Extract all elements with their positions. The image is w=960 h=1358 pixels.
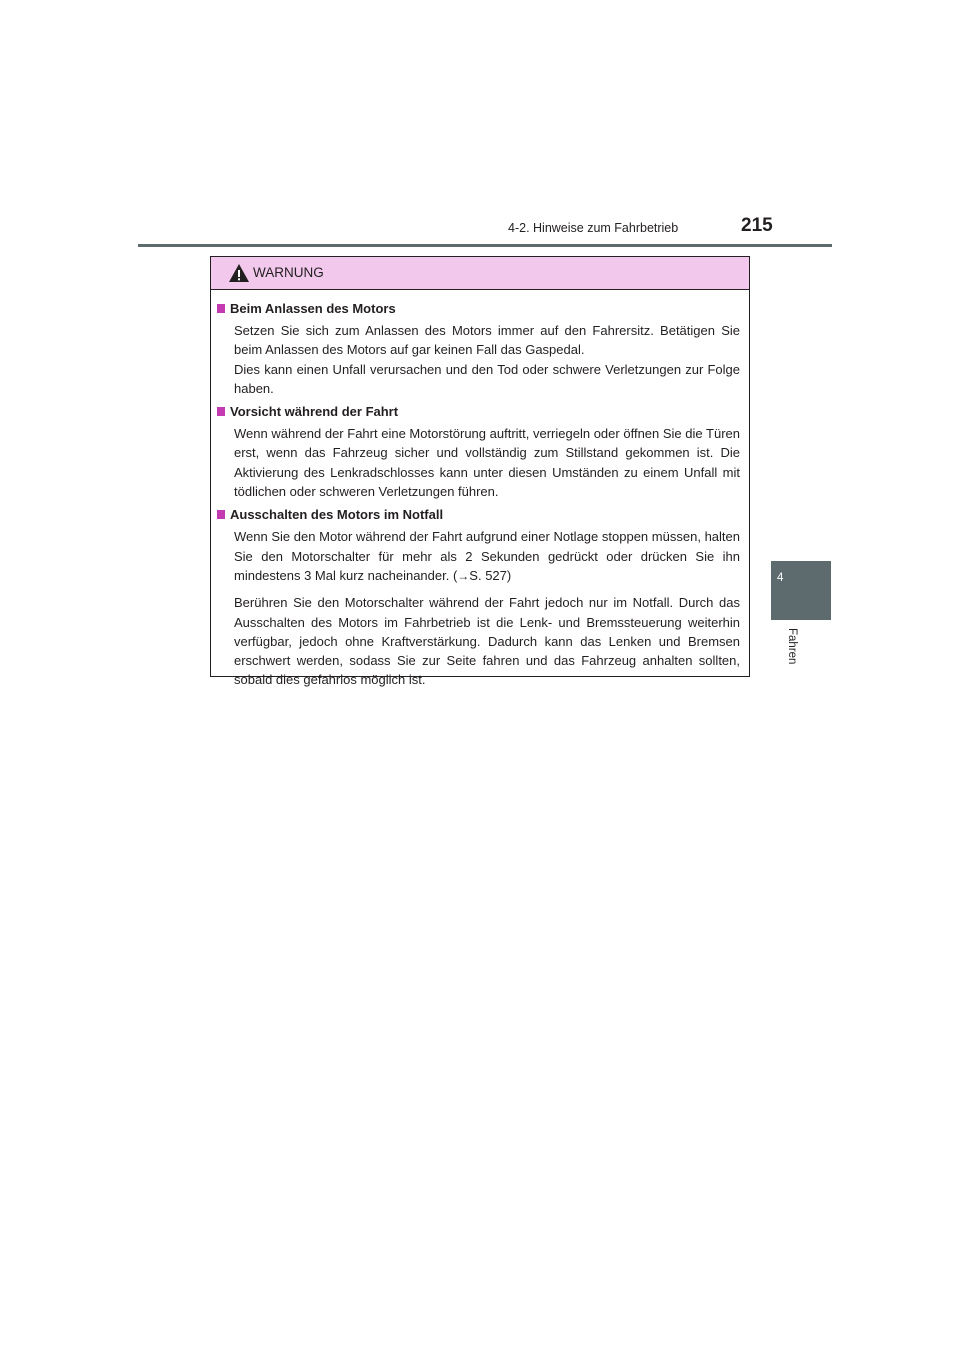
warning-body [211, 290, 749, 690]
chapter-tab [771, 561, 831, 620]
warning-triangle-icon [228, 263, 250, 283]
paragraph: Dies kann einen Unfall verursachen und den Tod oder schwere Verletzungen zur Folge haben. [234, 361, 740, 396]
chapter-number: 4 [777, 572, 784, 584]
square-bullet-icon [217, 304, 225, 313]
item-heading [217, 506, 740, 524]
item-heading-text: Vorsicht während der Fahrt [230, 404, 399, 420]
arrow-right-icon: → [457, 568, 470, 583]
header-rule [138, 244, 832, 247]
paragraph-text: Wenn Sie den Motor während der Fahrt aufgrund einer Notlage stoppen müssen, halten Sie den Motorschalter für mehr als 2 Sekunden gedrückt oder drücken Sie ihn mindestens 3 Mal kurz nacheinander. ( [234, 529, 740, 583]
item-heading-text: Ausschalten des Motors im Notfall [230, 507, 444, 523]
paragraph: Setzen Sie sich zum Anlassen des Motors immer auf den Fahrersitz. Betätigen Sie beim Anlassen des Motors auf gar keinen Fall das Gaspedal. [234, 323, 740, 358]
paragraph: Berühren Sie den Motorschalter während der Fahrt jedoch nur im Notfall. Durch das Ausschalten des Motors im Fahrbetrieb ist die Lenk- und Bremssteuerung weiterhin verfügbar, jedoch ohne Kraftverstärkung. Dadurch kann das Lenken und Bremsen erschwert werden, sodass Sie zur Seite fahren und das Fahrzeug anhalten sollten, sobald dies gefahrlos möglich ist. [234, 595, 740, 688]
square-bullet-icon [217, 407, 225, 416]
warning-box [210, 256, 750, 688]
item-heading-text: Beim Anlassen des Motors [230, 301, 396, 316]
page-reference: S. 527) [469, 567, 512, 583]
item-heading [217, 403, 740, 421]
item-heading [217, 300, 740, 318]
page-number: 215 [741, 215, 773, 236]
chapter-label: Fahren [786, 628, 798, 665]
warning-header [211, 257, 749, 290]
paragraph: Wenn während der Fahrt eine Motorstörung auftritt, verriegeln oder öffnen Sie die Türen erst, wenn das Fahrzeug sicher und vollständig zum Stillstand gekommen ist. Die Aktivierung des Lenkradschlosses kann unter diesen Umständen zu einem Unfall mit tödlichen oder schweren Verletzungen führen. [234, 426, 740, 500]
section-title: 4-2. Hinweise zum Fahrbetrieb [508, 221, 679, 235]
square-bullet-icon [217, 510, 225, 519]
warning-title: WARNUNG [253, 265, 324, 280]
paragraph [234, 527, 740, 586]
